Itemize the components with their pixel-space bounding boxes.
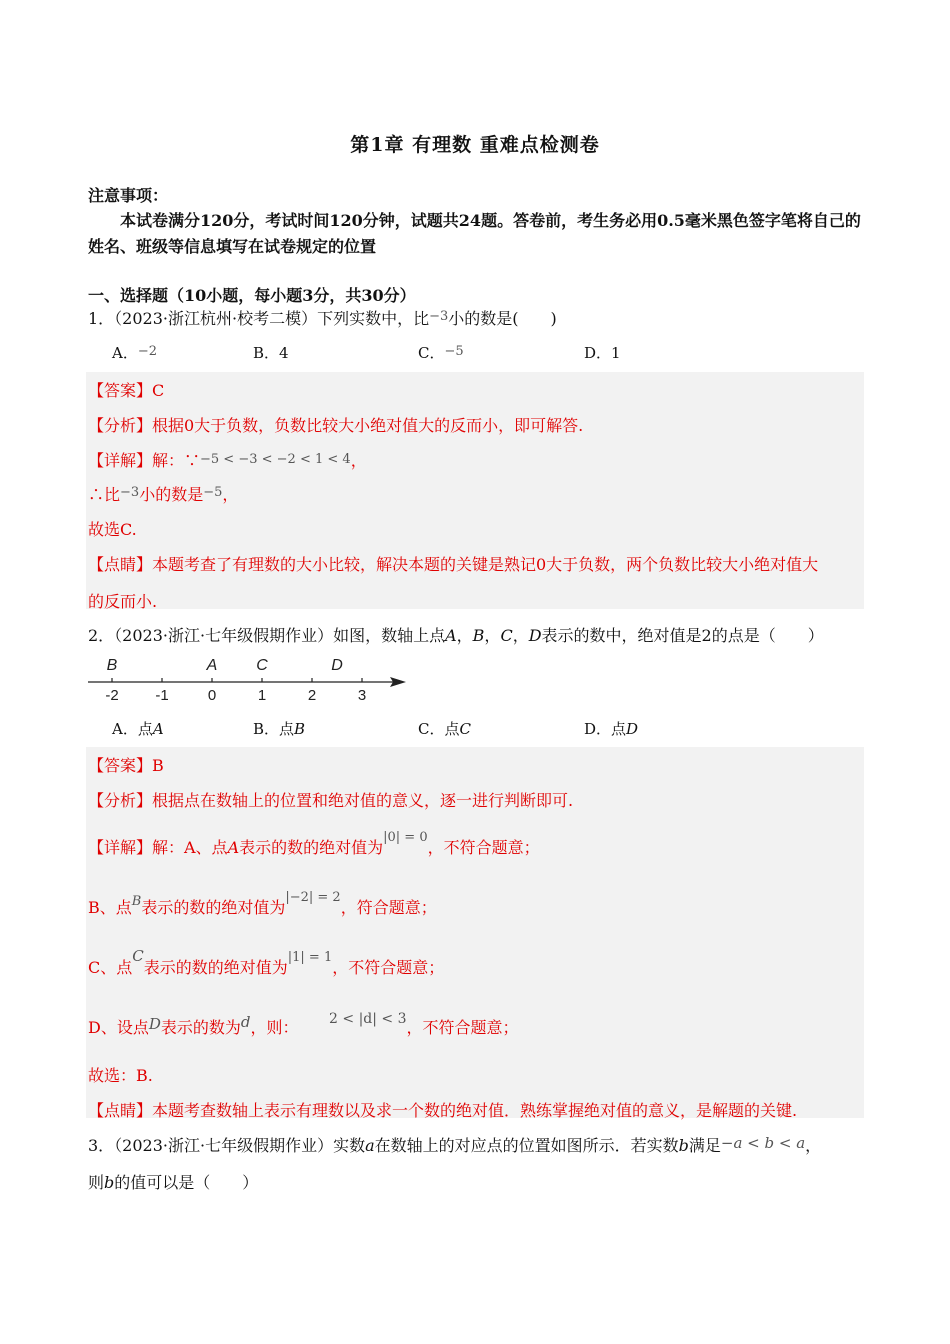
number-line-point-c: C xyxy=(256,657,268,674)
q2-option-c: C．点C xyxy=(418,720,471,738)
number-line-tick-label: -1 xyxy=(155,687,169,704)
q1-option-c: C．−5 xyxy=(418,344,464,362)
q2-detail-a: 【详解】解：A、点A表示的数的绝对值为$^{|0| = 0}$，不符合题意； xyxy=(88,830,540,857)
number-line-point-b: B xyxy=(106,657,118,674)
q2-choose: 故选：B. xyxy=(88,1066,153,1085)
number-line-tick-label: -2 xyxy=(105,687,119,704)
q1-option-b: B．4 xyxy=(253,344,289,362)
q2-stem: 2．（2023·浙江·七年级假期作业）如图，数轴上点A，B，C，D表示的数中，绝对值是2的点是（ ） xyxy=(88,626,824,645)
number-line-tick-label: 1 xyxy=(257,687,267,704)
q3-stem-line2: 则b的值可以是（ ） xyxy=(88,1173,259,1192)
q3-stem-line1: 3．（2023·浙江·七年级假期作业）实数a在数轴上的对应点的位置如图所示．若实数b满足−a < b < a， xyxy=(88,1134,822,1155)
q1-detail: 【详解】解：∵−5 < −3 < −2 < 1 < 4， xyxy=(88,451,367,470)
q1-option-d: D．1 xyxy=(584,344,621,362)
number-line-tick-label: 2 xyxy=(307,687,317,704)
number-line-tick-label: 0 xyxy=(207,687,217,704)
q1-option-a: A．−2 xyxy=(112,344,158,362)
q2-analysis: 【分析】根据点在数轴上的位置和绝对值的意义，逐一进行判断即可. xyxy=(88,791,574,810)
q1-answer: 【答案】C xyxy=(88,381,165,400)
q1-stem: 1．（2023·浙江杭州·校考二模）下列实数中，比$^{-3}$小的数是( ) xyxy=(88,309,557,328)
q2-comment: 【点睛】本题考查数轴上表示有理数以及求一个数的绝对值．熟练掌握绝对值的意义，是解题的关键. xyxy=(88,1101,798,1120)
q2-detail-d: D、设点D表示的数为d，则： 2 < |d| < 3，不符合题意； xyxy=(88,1011,519,1037)
number-line-tick-label: 3 xyxy=(357,687,367,704)
q2-detail-c: C、点C表示的数的绝对值为$^{|1| = 1}$，不符合题意； xyxy=(88,947,445,977)
q2-option-a: A．点A xyxy=(112,720,164,738)
page-title: 第1章 有理数 重难点检测卷 xyxy=(350,134,600,156)
q2-option-d: D．点D xyxy=(584,720,639,738)
q1-analysis: 【分析】根据0大于负数，负数比较大小绝对值大的反而小，即可解答. xyxy=(88,416,584,435)
q1-choose: 故选C. xyxy=(88,520,137,539)
q2-answer: 【答案】B xyxy=(88,756,164,775)
q2-number-line xyxy=(86,652,416,708)
q2-detail-b: B、点$^B$表示的数的绝对值为$^{|-2| = 2}$，符合题意； xyxy=(88,890,437,917)
notice-heading: 注意事项： xyxy=(88,186,169,205)
q1-comment-line2: 的反而小. xyxy=(88,592,158,611)
number-line-point-a: A xyxy=(206,657,218,674)
notice-body: 本试卷满分120分，考试时间120分钟，试题共24题。答卷前，考生务必用0.5毫米黑色签字笔将自己的姓名、班级等信息填写在试卷规定的位置 xyxy=(88,211,861,256)
section-heading: 一、选择题（10小题，每小题3分，共30分） xyxy=(88,286,416,305)
q2-option-b: B．点B xyxy=(253,720,306,738)
q1-comment-line1: 【点睛】本题考查了有理数的大小比较，解决本题的关键是熟记0大于负数，两个负数比较大小绝对值大 xyxy=(88,555,819,574)
number-line-point-d: D xyxy=(331,657,343,674)
q1-therefore: ∴比$^{-3}$小的数是$^{-5}$， xyxy=(88,485,239,504)
